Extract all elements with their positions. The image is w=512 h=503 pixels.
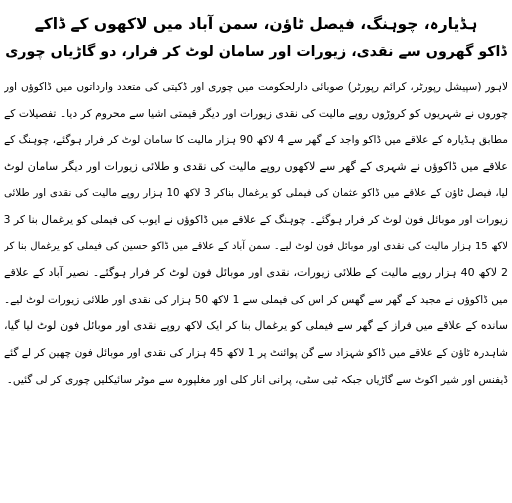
headline-block xyxy=(4,10,508,66)
body-line: ڈیفنس اور شیر اکوٹ سے گاڑیاں جبکہ ٹبی سٹی، پرانی انار کلی اور مغلپورہ سے موٹر سائیکلیں چوری کر لی گئیں۔ xyxy=(6,373,508,386)
body-line: لاہور (سپیشل رپورٹر، کرائم رپورٹر) صوبائی دارلحکومت میں چوری اور ڈکیتی کی متعدد وارداتوں میں ڈاکوؤں اور xyxy=(4,81,508,93)
body-line: لیا، فیصل ٹاؤن کے علاقے میں ڈاکو عثمان کی فیملی کو یرغمال بناکر 3 لاکھ 10 ہزار روپے مالیت کی نقدی اور طلائی xyxy=(4,187,508,200)
body-line: علاقے میں ڈاکوؤں نے شہری کے گھر سے لاکھوں روپے مالیت کی نقدی و طلائی زیورات اور دیگر سامان لوٹ xyxy=(4,159,508,173)
headline-line: ہڈیارہ، چوہنگ، فیصل ٹاؤن، سمن آباد میں لاکھوں کے ڈاکے xyxy=(34,15,478,33)
headline xyxy=(4,10,508,66)
body-line: زیورات اور موبائل فون لوٹ کر فرار ہوگئے۔ چوہنگ کے علاقے میں ڈاکوؤں نے ایوب کی فیملی کو یرغمال بنا کر 3 xyxy=(4,212,508,226)
body-line: شاہدرہ ٹاؤن کے علاقے میں ڈاکو شہزاد سے گن پوائنٹ پر 1 لاکھ 45 ہزار کی نقدی اور موبائل فون چھین کر لے گئے xyxy=(4,346,508,359)
headline-line: ڈاکو گھروں سے نقدی، زیورات اور سامان لوٹ کر فرار، دو گاڑیاں چوری xyxy=(5,44,507,60)
article-body xyxy=(4,74,508,393)
body-line: سانده کے علاقے میں فراز کے گھر سے فیملی کو یرغمال بنا کر ایک لاکھ روپے نقدی اور موبائل فون لوٹ لیا گیا، xyxy=(4,319,508,333)
body-line: میں ڈاکوؤں نے مجید کے گھر سے گھس کر اس کی فیملی سے 1 لاکھ 50 ہزار کی نقدی اور طلائی زیورات لوٹ لیے۔ xyxy=(4,293,508,306)
body-line: چوروں نے شہریوں کو کروڑوں روپے مالیت کی نقدی زیورات اور دیگر قیمتی اشیا سے محروم کر دیا۔ تفصیلات کے xyxy=(4,106,508,120)
body-line: مطابق ہڈیارہ کے علاقے میں ڈاکو واجد کے گھر سے 4 لاکھ 90 ہزار مالیت کا سامان لوٹ کر فرار ہوگئے، چوہنگ کے xyxy=(4,134,508,147)
body-line: لاکھ 15 ہزار مالیت کی نقدی اور موبائل فون لوٹ لیے۔ سمن آباد کے علاقے میں ڈاکو حسین کی فیملی کو یرغمال بنا کر xyxy=(4,240,508,252)
body-line: 2 لاکھ 40 ہزار روپے مالیت کے طلائی زیورات، نقدی اور موبائل فون لوٹ کر فرار ہوگئے۔ نصیر آباد کے علاقے xyxy=(4,266,508,280)
